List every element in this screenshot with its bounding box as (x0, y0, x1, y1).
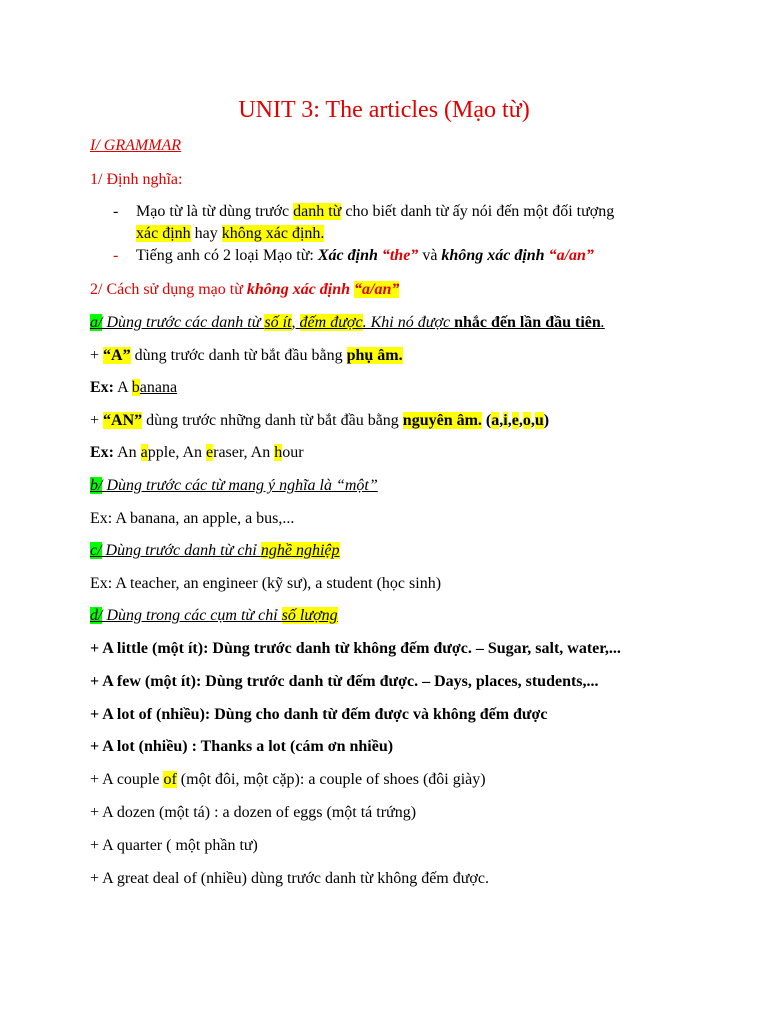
grammar-heading: I/ GRAMMAR (90, 137, 182, 154)
text: và (418, 247, 442, 264)
usage-a-line (90, 313, 605, 333)
text: Dùng trước các từ mang ý nghĩa là “một” (102, 477, 378, 494)
highlight-danh-tu: danh từ (293, 203, 342, 220)
definition-bullet-1-line-2 (136, 224, 324, 244)
marker-a: a/ (90, 314, 103, 331)
text: , (518, 412, 523, 429)
highlight: số ít (264, 314, 292, 331)
text: không xác định (246, 281, 355, 298)
marker-b: b/ (90, 477, 103, 494)
ex-label: Ex: (90, 379, 114, 396)
text: “a/an” (354, 281, 400, 298)
marker-d: d/ (90, 607, 103, 624)
highlight: “AN” (103, 412, 143, 429)
quantity-a-quarter: + A quarter ( một phần tư) (90, 837, 258, 854)
vowel: u (534, 412, 544, 429)
text: Dùng trong các cụm từ chỉ (102, 607, 282, 624)
text: anana (139, 379, 178, 396)
text: ) (543, 412, 550, 429)
quantity-a-lot: + A lot (nhiều) : Thanks a lot (cám ơn nhiều) (90, 738, 394, 755)
usage-d-line (90, 606, 338, 626)
the-article: “the” (381, 247, 419, 264)
quantity-a-great-deal: + A great deal of (nhiều) dùng trước danh từ không đếm được. (90, 870, 489, 887)
a-an-article: “a/an” (548, 247, 594, 264)
highlight: of (163, 771, 177, 788)
highlight: a (140, 444, 148, 461)
text: hay (190, 225, 222, 242)
text: nhắc đến lần đầu tiên (454, 314, 601, 331)
quantity-a-lot-of: + A lot of (nhiều): Dùng cho danh từ đếm được và không đếm được (90, 706, 548, 723)
bullet-dash: - (113, 203, 119, 220)
highlight: nghề nghiệp (260, 542, 340, 559)
text: 2/ Cách sử dụng mạo từ (90, 281, 247, 298)
definition-bullet-2 (136, 246, 594, 266)
quantity-a-little: + A little (một ít): Dùng trước danh từ không đếm được. – Sugar, salt, water,... (90, 640, 621, 657)
highlight: h (274, 444, 283, 461)
text: Mạo từ là từ dùng trước (136, 203, 294, 220)
vowel: o (522, 412, 531, 429)
highlight: “A” (103, 347, 131, 364)
text: , (499, 412, 504, 429)
text: dùng trước danh từ bắt đầu bằng (130, 347, 347, 364)
text: , (507, 412, 512, 429)
text: Tiếng anh có 2 loại Mạo từ: (136, 247, 318, 264)
text: (một đôi, một cặp): a couple of shoes (đôi giày) (176, 771, 486, 788)
text: A (114, 379, 132, 396)
vowel: e (511, 412, 519, 429)
highlight: b (131, 379, 140, 396)
definition-heading: 1/ Định nghĩa: (90, 171, 183, 188)
text: ( (485, 412, 492, 429)
usage-b-line (90, 476, 378, 496)
highlight: số lượng (281, 607, 338, 624)
text: cho biết danh từ ấy nói đến một đối tượng (341, 203, 615, 220)
text: , (530, 412, 535, 429)
text: An (114, 444, 141, 461)
text: + (90, 347, 104, 364)
quantity-a-dozen: + A dozen (một tá) : a dozen of eggs (một tá trứng) (90, 804, 417, 821)
vowel: i (503, 412, 508, 429)
page-title: UNIT 3: The articles (Mạo từ) (238, 97, 530, 123)
highlight-xac-dinh: xác định (136, 225, 191, 242)
text: dùng trước những danh từ bắt đầu bằng (142, 412, 403, 429)
highlight: nguyên âm. (402, 412, 482, 429)
usage-c-line (90, 541, 340, 561)
vowel: a (491, 412, 500, 429)
definition-bullet-1-line-1 (136, 202, 614, 222)
text: + (90, 412, 104, 429)
ex-label: Ex: (90, 444, 114, 461)
text: Xác định (317, 247, 382, 264)
quantity-a-couple-of (90, 770, 486, 790)
example-4: Ex: A teacher, an engineer (kỹ sư), a student (học sinh) (90, 575, 442, 592)
highlight-khong-xac-dinh: không xác định. (221, 225, 325, 242)
text: không xác định (441, 247, 549, 264)
usage-heading (90, 280, 399, 300)
marker-c: c/ (90, 542, 102, 559)
an-rule-line (90, 411, 549, 431)
bullet-dash: - (113, 247, 119, 264)
example-2 (90, 443, 304, 463)
text: , (291, 314, 300, 331)
highlight: đếm được (299, 314, 363, 331)
text: Dùng trước các danh từ (102, 314, 265, 331)
text: . Khi nó được (362, 314, 455, 331)
quantity-a-few: + A few (một ít): Dùng trước danh từ đếm được. – Days, places, students,... (90, 673, 599, 690)
text: Dùng trước danh từ chỉ (101, 542, 261, 559)
highlight: e (206, 444, 214, 461)
text: + A couple (90, 771, 164, 788)
text: raser, An (213, 444, 275, 461)
text: . (600, 314, 605, 331)
highlight: phụ âm. (346, 347, 403, 364)
example-3: Ex: A banana, an apple, a bus,... (90, 510, 295, 527)
text: pple, An (147, 444, 206, 461)
text: our (282, 444, 304, 461)
example-1 (90, 378, 177, 398)
a-rule-line (90, 346, 403, 366)
